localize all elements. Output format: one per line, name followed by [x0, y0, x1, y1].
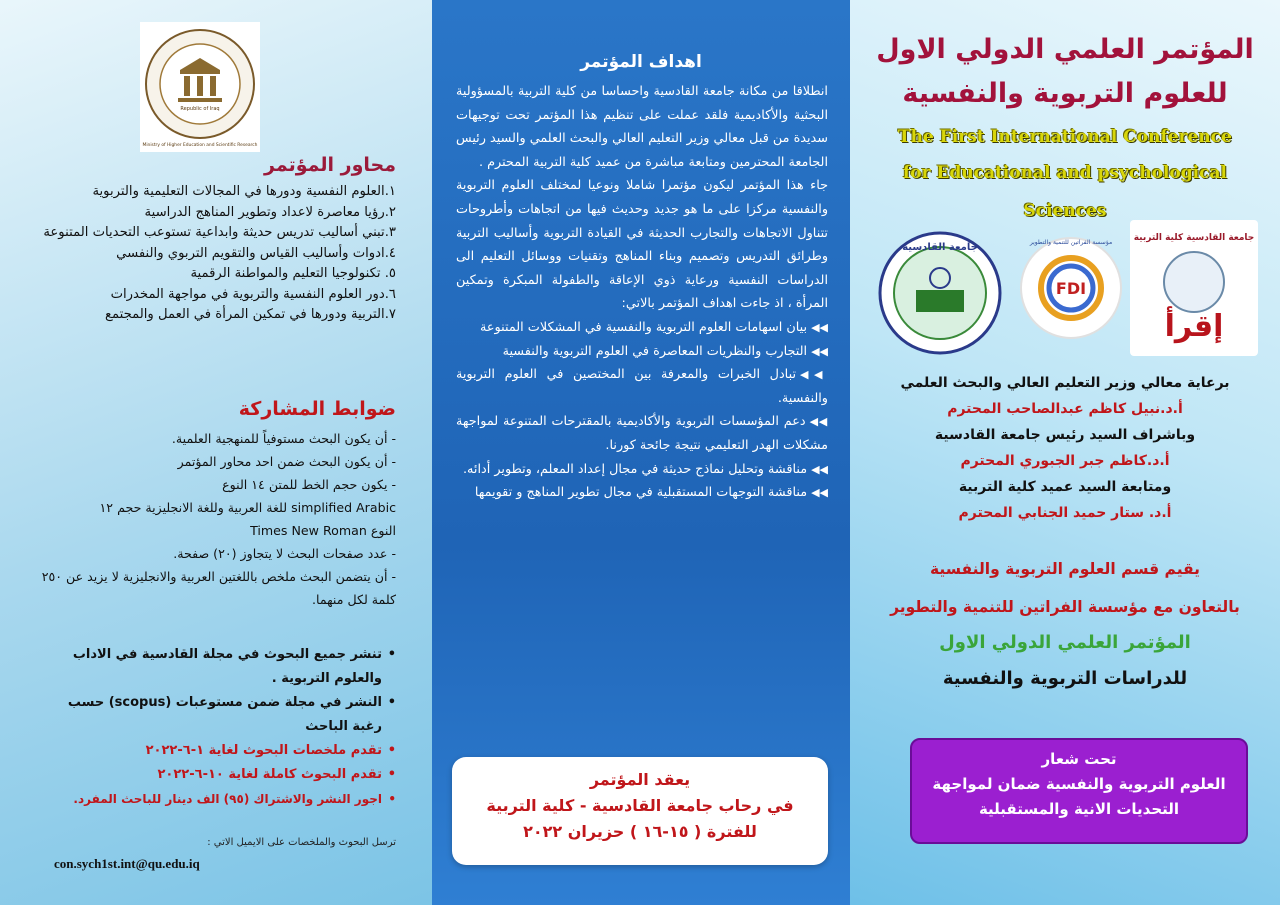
axis-item: ٣.تبني أساليب تدريس حديثة وابداعية تستوعب التحديات المتنوعة	[43, 225, 396, 240]
rule-item: - أن يكون البحث مستوفياً للمنهجية العلمية.	[171, 431, 396, 446]
conference-title-en-2: for Educational and psychological	[902, 163, 1228, 183]
logo-text-iraq: Republic of Iraq	[180, 106, 220, 112]
organizer-line-2: بالتعاون مع مؤسسة الفراتين للتنمية والتطوير	[890, 598, 1240, 616]
goal-item: ◀◀تبادل الخبرات والمعرفة بين المختصين في العلوم التربوية والنفسية.	[456, 367, 829, 406]
axis-item: ٦.دور العلوم النفسية والتربوية في مواجهة المخدرات	[110, 286, 396, 302]
ministry-logo	[140, 22, 260, 152]
organizer-line-3: المؤتمر العلمي الدولي الاول	[939, 632, 1191, 653]
goal-item: ◀◀مناقشة التوجهات المستقبلية في مجال تطوير المناهج و تقويمها	[474, 485, 828, 501]
svg-text:FDI: FDI	[1055, 279, 1087, 298]
axis-item: ٧.التربية ودورها في تمكين المرأة في العمل والمجتمع	[104, 307, 396, 322]
organizer-line-1: يقيم قسم العلوم التربوية والنفسية	[929, 560, 1201, 578]
goal-item: ◀◀التجارب والنظريات المعاصرة في العلوم التربوية والنفسية	[502, 343, 828, 359]
goals-body	[456, 80, 828, 505]
slogan-box	[910, 738, 1248, 844]
college-of-education-logo	[1130, 220, 1258, 356]
venue-box	[452, 757, 828, 865]
axis-item: ١.العلوم النفسية ودورها في المجالات التعليمية والتربوية	[92, 184, 396, 199]
svg-text:جامعة القادسية كلية التربية: جامعة القادسية كلية التربية	[1133, 233, 1255, 243]
axis-item: ٤.ادوات وأساليب القياس والتقويم التربوي والنفسي	[116, 245, 396, 261]
double-arrow-icon: ◀◀	[809, 415, 828, 429]
patronage-line: برعاية معالي وزير التعليم العالي والبحث العلمي	[900, 375, 1230, 391]
goals-title: اهداف المؤتمر	[580, 52, 702, 72]
svg-text:مؤسسة الفراتين للتنمية والتطوي: مؤسسة الفراتين للتنمية والتطوير	[1029, 239, 1113, 246]
middle-panel	[432, 0, 850, 905]
organizer-line-4: للدراسات التربوية والنفسية	[942, 668, 1188, 689]
axis-item: ٢.رؤيا معاصرة لاعداد وتطوير المناهج الدراسية	[144, 204, 396, 220]
rule-item: - عدد صفحات البحث لا يتجاوز (٢٠) صفحة.	[173, 546, 396, 561]
publication-item: • النشر في مجلة ضمن مستوعبات (scopus) حسب رغبة الباحث	[36, 691, 396, 739]
goal-item: ◀◀مناقشة وتحليل نماذج حديثة في مجال إعداد المعلم، وتطوير أدائه.	[462, 461, 828, 477]
rule-item: - يكون حجم الخط للمتن ١٤ النوع	[222, 477, 396, 492]
svg-text:جامعة القادسية: جامعة القادسية	[902, 242, 978, 253]
slogan-line: العلوم التربوية والنفسية ضمان لمواجهة	[932, 775, 1226, 793]
rule-item: - أن يتضمن البحث ملخص باللغتين العربية والانجليزية لا يزيد عن ٢٥٠ كلمة لكل منهما.	[41, 569, 396, 607]
conference-title-en-3: Sciences	[1023, 201, 1107, 221]
conference-title-ar-1: المؤتمر العلمي الدولي الاول	[876, 34, 1254, 65]
logo-text-ministry: Ministry of Higher Education and Scientific Research	[142, 143, 258, 148]
patronage-name: أ.د. ستار حميد الجنابي المحترم	[958, 505, 1172, 521]
svg-text:إقرأ: إقرأ	[1164, 309, 1224, 344]
patronage-line: ومتابعة السيد عميد كلية التربية	[958, 479, 1172, 495]
patronage-block	[850, 370, 1280, 526]
double-arrow-icon: ◀◀	[811, 344, 828, 358]
contact-email[interactable]: con.sych1st.int@qu.edu.iq	[54, 856, 200, 871]
patronage-name: أ.د.نبيل كاظم عبدالصاحب المحترم	[947, 401, 1183, 417]
publication-item: • تنشر جميع البحوث في مجلة القادسية في الاداب والعلوم التربوية .	[36, 643, 396, 691]
publication-list	[36, 643, 396, 811]
conference-title-ar-2: للعلوم التربوية والنفسية	[902, 78, 1228, 109]
venue-heading: يعقد المؤتمر	[589, 770, 691, 789]
double-arrow-icon: ◀◀	[811, 486, 828, 500]
rule-item: simplified Arabic للغة العربية وللغة الانجليزية حجم ١٢	[99, 500, 396, 515]
rule-item: النوع Times New Roman	[250, 523, 396, 538]
right-panel	[850, 0, 1280, 905]
rules-title: ضوابط المشاركة	[238, 398, 396, 420]
axes-list	[36, 182, 396, 326]
venue-date: للفترة ( ١٥-١٦ ) حزيران ٢٠٢٢	[523, 822, 757, 841]
patronage-line: وباشراف السيد رئيس جامعة القادسية	[934, 427, 1196, 443]
double-arrow-icon: ◀◀	[800, 368, 829, 382]
intro-paragraph: انطلاقا من مكانة جامعة القادسية واحساسا من كلية التربية بالمسؤولية البحثية والأكاديمية فلقد عملت على تنظيم هذا المؤتمر تحت توجيهات سديدة من قبل معالي وزير التعليم العالي والبحث العلمي والسيد رئيس الجامعة المحترمين ومتابعة مباشرة من عميد كلية التربية المحترم .	[456, 84, 828, 170]
qadisiyah-university-logo	[876, 228, 1004, 358]
rule-item: - أن يكون البحث ضمن احد محاور المؤتمر	[177, 454, 396, 469]
axes-title: محاور المؤتمر	[264, 154, 396, 176]
venue-place: في رحاب جامعة القادسية - كلية التربية	[486, 796, 794, 815]
goal-item: ◀◀بيان اسهامات العلوم التربوية والنفسية في المشكلات المتنوعة	[480, 319, 828, 335]
axis-item: ٥. تكنولوجيا التعليم والمواطنة الرقمية	[190, 266, 396, 281]
conference-title-en-1: The First International Conference	[898, 127, 1232, 147]
left-panel	[0, 0, 432, 905]
double-arrow-icon: ◀◀	[811, 462, 828, 476]
goal-item: ◀◀دعم المؤسسات التربوية والأكاديمية بالمقترحات المتنوعة لمواجهة مشكلات الهدر التعليمي نتيجة جائحة كورنا.	[456, 414, 828, 453]
fdi-logo	[1018, 228, 1124, 348]
deadline-item: • تقدم البحوث كاملة لغاية ١٠-٦-٢٠٢٢	[36, 763, 396, 787]
rules-list	[34, 427, 396, 611]
patronage-name: أ.د.كاظم جبر الجبوري المحترم	[960, 453, 1170, 469]
slogan-heading: تحت شعار	[1041, 750, 1117, 768]
fee-item: • اجور النشر والاشتراك (٩٥) الف دينار للباحث المفرد.	[36, 787, 396, 811]
slogan-line: التحديات الانية والمستقبلية	[978, 800, 1180, 818]
double-arrow-icon: ◀◀	[811, 320, 828, 334]
email-note: ترسل البحوث والملخصات على الايميل الاتي :	[207, 837, 396, 848]
description-paragraph: جاء هذا المؤتمر ليكون مؤتمرا شاملا ونوعيا لمختلف العلوم التربوية والنفسية مركزا على ما هو جديد وحديث فيها من اتجاهات وأطروحات تتناول الاتجاهات والتجارب الحديثة في القيادة التربوية وأساليب التربية وطرائق التدريس وتصميم وبناء المناهج وتقنيات ووسائل التعليم الى الدراسات النفسية ورعاية ذوي الإعاقة والطفولة المبكرة وتمكين المرأة ، اذ جاءت اهداف المؤتمر بالاتي:	[456, 178, 828, 312]
deadline-item: • تقدم ملخصات البحوث لغاية ١-٦-٢٠٢٢	[36, 739, 396, 763]
